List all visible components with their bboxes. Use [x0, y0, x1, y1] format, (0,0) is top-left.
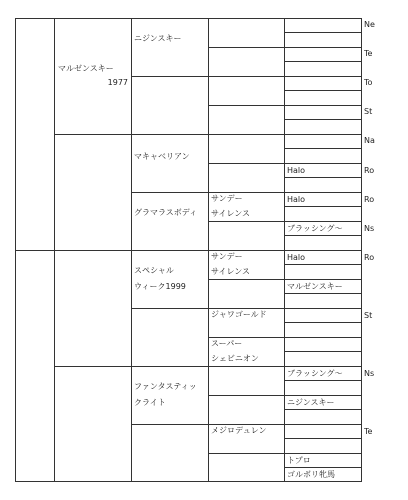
gen3-horse-3: ファンタスティッ [134, 382, 197, 391]
gen5-line [284, 177, 362, 178]
sixteenth-divider-1 [208, 47, 362, 48]
gen4-horse-4: スーパー [211, 339, 243, 348]
eighth-divider-4 [131, 424, 362, 425]
edge-label: Ne [364, 20, 375, 29]
gen5-line [284, 322, 362, 323]
gen5-line [284, 148, 362, 149]
gen4-horse-1: サンデー [211, 194, 243, 203]
quarter-divider-1 [54, 134, 362, 135]
sixteenth-divider-7 [208, 395, 362, 396]
gen4-horse-5: メジロデュレン [211, 426, 267, 435]
edge-label: Ro [364, 195, 375, 204]
sire-name: マルゼンスキー [58, 64, 114, 73]
sixteenth-divider-6 [208, 337, 362, 338]
dam-sire-line2: ウィーク1999 [134, 282, 186, 291]
gen5-horse-6: ブラッシング〜 [287, 369, 343, 378]
edge-label: To [364, 78, 373, 87]
edge-label: Ns [364, 224, 375, 233]
sixteenth-divider-2 [208, 105, 362, 106]
gen5-horse-3: ブラッシング〜 [287, 224, 343, 233]
eighth-divider-1 [131, 76, 362, 77]
eighth-divider-3 [131, 308, 362, 309]
sixteenth-divider-4 [208, 221, 362, 222]
edge-label: Te [364, 427, 373, 436]
gen5-line [284, 32, 362, 33]
gen5-horse-4: Halo [287, 253, 306, 262]
edge-label: Ro [364, 253, 375, 262]
gen5-line [284, 206, 362, 207]
gen5-horse-5: マルゼンスキー [287, 282, 343, 291]
sixteenth-divider-3 [208, 163, 362, 164]
bottom-border [15, 481, 362, 482]
eighth-divider-2 [131, 192, 362, 193]
edge-label: Ro [364, 166, 375, 175]
gen5-horse-8: トプロ [287, 456, 311, 465]
gen5-line [284, 293, 362, 294]
sire-year: 1977 [107, 78, 128, 87]
gen4-horse-4-line2: シェビニオン [211, 354, 259, 363]
gen5-line [284, 61, 362, 62]
gen5-horse-9: ゴルボリ牝馬 [287, 470, 335, 479]
gen5-horse-7: ニジンスキー [287, 398, 335, 407]
gen5-line [284, 438, 362, 439]
edge-label: Te [364, 49, 373, 58]
sire-sire: ニジンスキー [134, 34, 182, 43]
gen4-horse-2: サンデー [211, 252, 243, 261]
gen5-line [284, 467, 362, 468]
edge-label: Na [364, 136, 375, 145]
edge-label: St [364, 107, 373, 116]
gen3-horse-1: マキャベリアン [134, 152, 190, 161]
gen4-horse-2-line2: サイレンス [211, 267, 250, 276]
edge-label: St [364, 311, 373, 320]
quarter-divider-2 [54, 366, 362, 367]
gen5-line [284, 351, 362, 352]
gen5-line [284, 90, 362, 91]
gen5-line [284, 264, 362, 265]
gen3-horse-2: グラマラスボディ [134, 208, 198, 217]
sixteenth-divider-8 [208, 453, 362, 454]
half-divider [15, 250, 362, 251]
sixteenth-divider-5 [208, 279, 362, 280]
gen5-horse-2: Halo [287, 195, 306, 204]
gen5-line [284, 380, 362, 381]
edge-label: Ns [364, 369, 375, 378]
gen5-line [284, 409, 362, 410]
gen5-horse-1: Halo [287, 166, 306, 175]
gen5-line [284, 119, 362, 120]
gen4-horse-1-line2: サイレンス [211, 209, 250, 218]
gen5-line [284, 235, 362, 236]
gen3-horse-3-line2: クライト [134, 398, 166, 407]
top-border [15, 18, 362, 19]
dam-sire: スペシャル [134, 266, 174, 275]
gen4-horse-3: ジャワゴールド [211, 310, 267, 319]
